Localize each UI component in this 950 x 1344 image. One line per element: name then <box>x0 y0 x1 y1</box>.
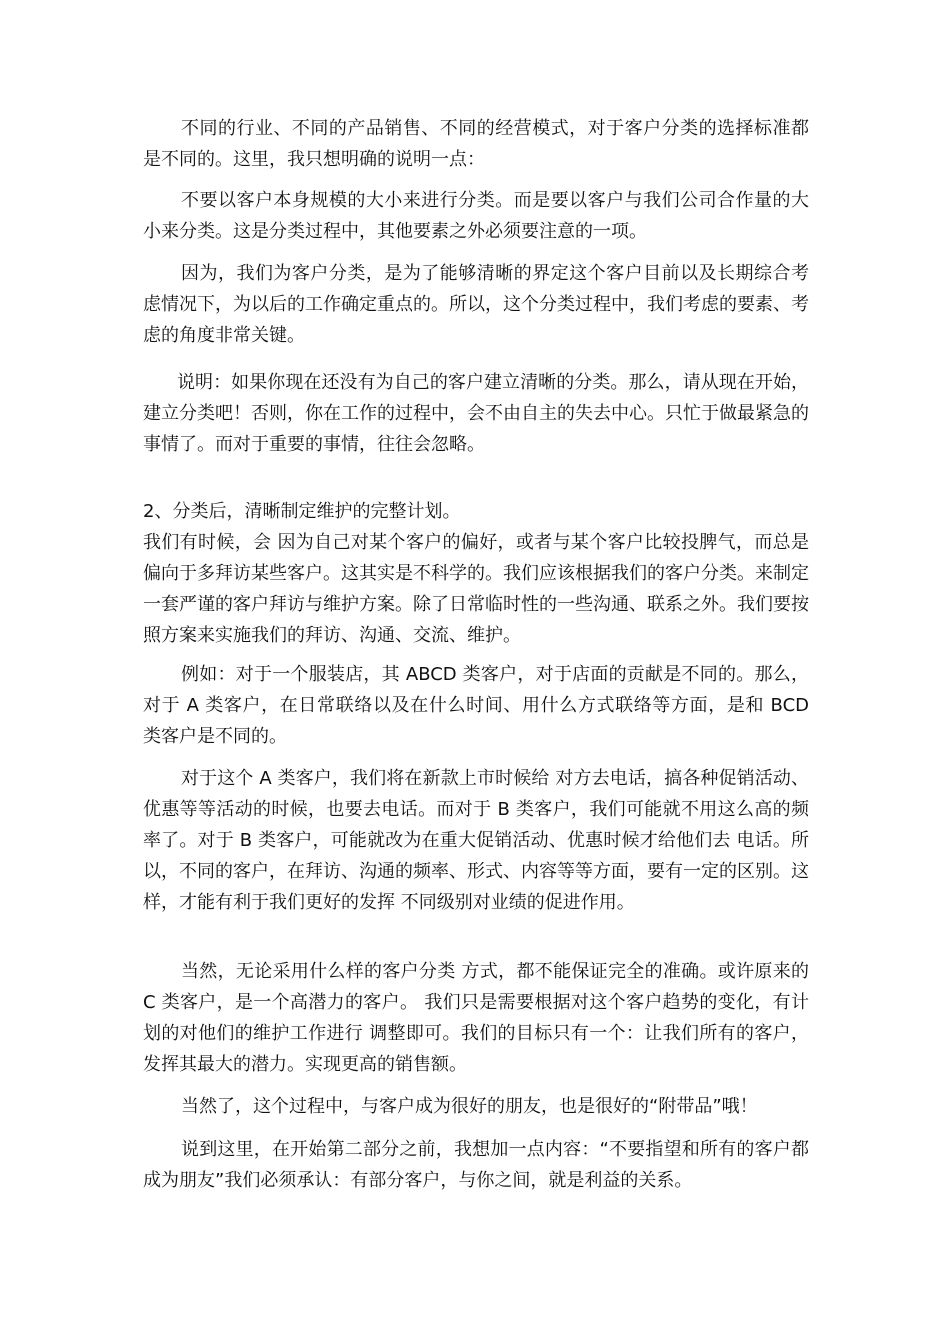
paragraph-9: 当然了，这个过程中，与客户成为很好的朋友，也是很好的“附带品”哦！ <box>181 1096 758 1117</box>
paragraph-7: 对于这个 A 类客户，我们将在新款上市时候给 对方去电话，搞各种促销活动、优惠等等活动的时候，也要去电话。而对于 B 类客户，我们可能就不用这么高的频率了。对于 B 类客户，可能就改为在重大促销活动、优惠时候才给他们去 电话。所以，不同的客户，在拜访、沟通的频率、形式、内容等等方面，要有一定的区别。这样，才能有利于我们更好的发挥 不同级别对业绩的促进作用。 <box>143 768 809 913</box>
paragraph-5: 我们有时候，会 因为自己对某个客户的偏好，或者与某个客户比较投脾气，而总是偏向于多拜访某些客户。这其实是不科学的。我们应该根据我们的客户分类。来制定一套严谨的客户拜访与维护方案。除了日常临时性的一些沟通、联系之外。我们要按照方案来实施我们的拜访、沟通、交流、维护。 <box>143 532 809 646</box>
paragraph-10: 说到这里，在开始第二部分之前，我想加一点内容：“不要指望和所有的客户都成为朋友”我们必须承认：有部分客户，与你之间，就是利益的关系。 <box>143 1139 809 1191</box>
paragraph-8: 当然，无论采用什么样的客户分类 方式，都不能保证完全的准确。或许原来的 C 类客户，是一个高潜力的客户。 我们只是需要根据对这个客户趋势的变化，有计划的对他们的维护工作进行 调整即可。我们的目标只有一个：让我们所有的客户，发挥其最大的潜力。实现更高的销售额。 <box>143 961 809 1075</box>
paragraph-2: 不要以客户本身规模的大小来进行分类。而是要以客户与我们公司合作量的大小来分类。这是分类过程中，其他要素之外必须要注意的一项。 <box>143 190 809 242</box>
paragraph-1: 不同的行业、不同的产品销售、不同的经营模式，对于客户分类的选择标准都是不同的。这里，我只想明确的说明一点： <box>143 118 809 170</box>
section-heading: 2、分类后，清晰制定维护的完整计划。 <box>143 501 461 522</box>
paragraph-3: 因为，我们为客户分类，是为了能够清晰的界定这个客户目前以及长期综合考虑情况下，为以后的工作确定重点的。所以，这个分类过程中，我们考虑的要素、考虑的角度非常关键。 <box>143 263 809 346</box>
paragraph-6: 例如：对于一个服装店，其 ABCD 类客户，对于店面的贡献是不同的。那么，对于 A 类客户，在日常联络以及在什么时间、用什么方式联络等方面，是和 BCD 类客户是不同的。 <box>143 664 809 747</box>
note-paragraph: 说明：如果你现在还没有为自己的客户建立清晰的分类。那么，请从现在开始，建立分类吧！否则，你在工作的过程中，会不由自主的失去中心。只忙于做最紧急的事情了。而对于重要的事情，往往会忽略。 <box>143 372 809 455</box>
